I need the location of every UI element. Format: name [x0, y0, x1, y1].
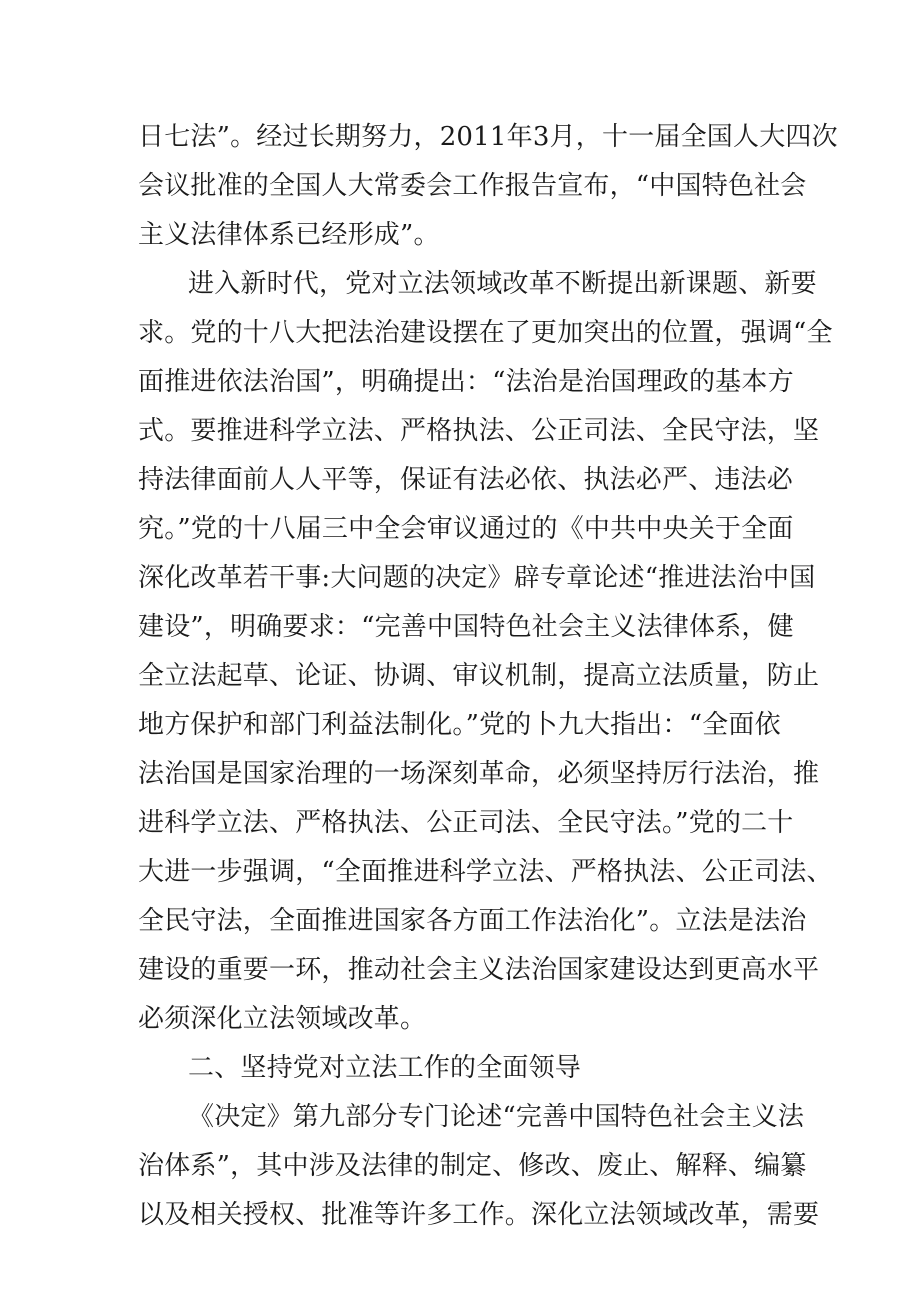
text-line: 必须深化立法领域改革。 [138, 1004, 427, 1034]
text-line: 进科学立法、严格执法、公正司法、全民守法。”党的二十 [138, 808, 794, 838]
text-line: 式。要推进科学立法、严格执法、公正司法、全民守法，坚 [138, 416, 820, 446]
text-line: 究。”党的十八届三中全会审议通过的《中共中央关于全面 [138, 514, 794, 544]
text-line: 求。党的十八大把法治建设摆在了更加突出的位置，强调“全 [138, 318, 833, 348]
paragraph-start-line: 《决定》第九部分专门论述“完善中国特色社会主义法 [188, 1102, 805, 1132]
text-line: 全立法起草、论证、协调、审议机制，提高立法质量，防止 [138, 661, 820, 691]
text-line: 会议批准的全国人大常委会工作报告宣布，“中国特色社会 [138, 171, 807, 201]
text-line: 地方保护和部门利益法制化。”党的卜九大指出：“全面依 [138, 710, 781, 740]
text-line: 法治国是国家治理的一场深刻革命，必须坚持厉行法治，推 [138, 759, 820, 789]
text-line: 主义法律体系已经形成”。 [138, 220, 440, 250]
text-line: 全民守法，全面推进国家各方面工作法治化”。立法是法治 [138, 906, 807, 936]
text-line: 日七法”。经过长期努力，2011年3月，十一届全国人大四次 [138, 122, 838, 152]
text-line: 大进一步强调，“全面推进科学立法、严格执法、公正司法、 [138, 857, 833, 887]
section-heading: 二、坚持党对立法工作的全面领导 [188, 1053, 582, 1083]
text-line: 建设”，明确要求：“完善中国特色社会主义法律体系，健 [138, 612, 794, 642]
text-line: 持法律面前人人平等，保证有法必依、执法必严、违法必 [138, 465, 794, 495]
text-line: 深化改革若干事:大问题的决定》辟专章论述“推进法治中国 [138, 563, 816, 593]
text-line: 以及相关授权、批准等许多工作。深化立法领域改革，需要 [138, 1200, 820, 1230]
text-line: 建设的重要一环，推动社会主义法治国家建设达到更高水平 [138, 955, 820, 985]
text-line: 面推进依法治国”，明确提出：“法治是治国理政的基本方 [138, 367, 794, 397]
text-line: 治体系”，其中涉及法律的制定、修改、废止、解释、编纂 [138, 1151, 807, 1181]
paragraph-start-line: 进入新时代，党对立法领域改革不断提出新课题、新要 [188, 269, 817, 299]
